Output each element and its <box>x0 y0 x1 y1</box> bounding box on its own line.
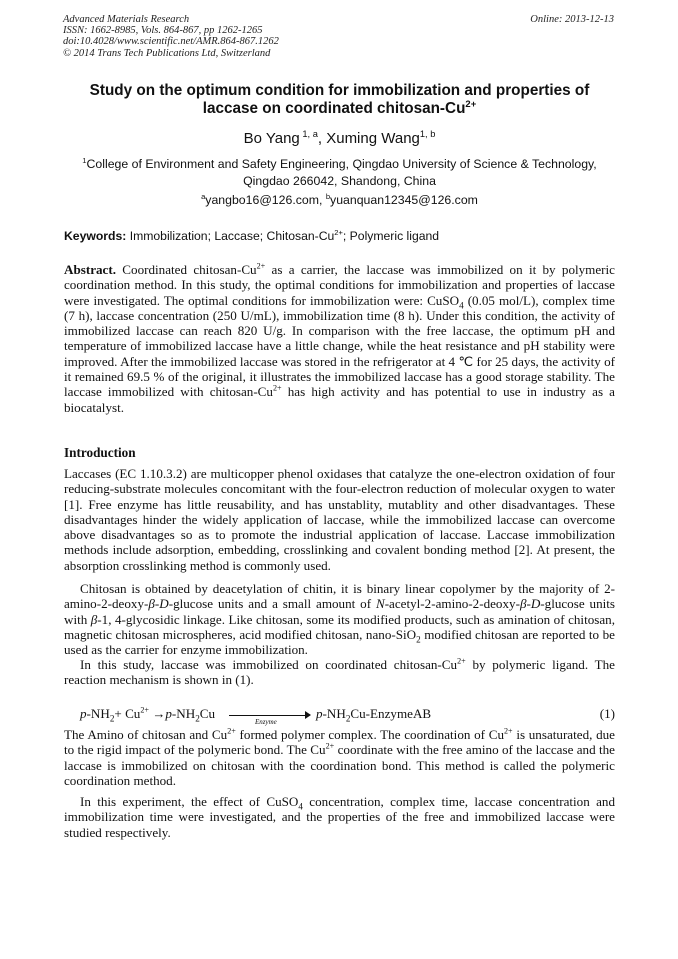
abstract-text-4: has high activity and has potential to use in industry as a biocatalyst. <box>64 384 615 415</box>
keywords-text-2: ; Polymeric ligand <box>342 229 440 243</box>
intro-p5-sub: 4 <box>298 801 303 812</box>
email-a[interactable]: yangbo16@126.com, <box>205 193 326 207</box>
eq-p-1: p <box>80 706 87 721</box>
arrow-enzyme-label: Enzyme <box>255 718 277 726</box>
email-b-sup: b <box>325 191 331 201</box>
eq-rhs-a: -NH <box>322 706 346 721</box>
intro-p2-text-a: Chitosan is obtained by deacetylation of chitin, it is binary linear copolymer by the majority of 2-amino-2-deoxy- <box>64 581 615 612</box>
affiliation <box>64 156 615 190</box>
eq-lhs-d: -NH <box>171 706 196 721</box>
abstract-sup-2: 2+ <box>272 384 282 394</box>
intro-p4-sup-1: 2+ <box>227 726 236 736</box>
journal-header <box>63 14 279 59</box>
eq-p-3: p <box>316 706 323 721</box>
journal-name: Advanced Materials Research <box>63 14 190 25</box>
equation-lhs <box>80 706 215 722</box>
intro-p2-text-c: -acetyl-2-amino-2-deoxy- <box>384 596 520 612</box>
email-a-sup: a <box>201 191 206 201</box>
paper-title <box>64 82 615 118</box>
intro-p2-sub: 2 <box>416 634 421 645</box>
keywords <box>64 229 615 243</box>
eq-rhs-sub: 2 <box>345 713 351 724</box>
introduction-heading: Introduction <box>64 445 136 460</box>
copyright-line: © 2014 Trans Tech Publications Ltd, Switzerland <box>63 47 271 59</box>
title-line-2: laccase on coordinated chitosan-Cu <box>202 100 466 117</box>
intro-p5-text-b: concentration, complex time, laccase concentration and immobilization time were investigated, and the properties of the free and immobilized laccase were studied respectively. <box>64 794 615 840</box>
eq-lhs-b: + Cu <box>114 706 141 721</box>
intro-p2-text-f: modified chitosan are reported to be used as the carrier for enzyme immobilization. <box>64 626 615 658</box>
eq-rhs-b: Cu-EnzymeAB <box>350 706 432 721</box>
eq-lhs-sup: 2+ <box>140 705 149 715</box>
author-separator: , <box>317 130 327 147</box>
keywords-text-1: Immobilization; Laccase; Chitosan-Cu <box>126 229 335 243</box>
affiliation-line-2: Qingdao 266042, Shandong, China <box>243 174 436 188</box>
intro-p3-text-b: by polymeric ligand. The reaction mechanism is shown in (1). <box>64 657 615 688</box>
equation-rhs <box>316 706 431 722</box>
abstract-text-3: (0.05 mol/L), complex time (7 h), laccase concentration (250 U/mL), immobilization time (8 h). Under this condition, the activity of immobilized laccase can reach 820 U/g. In comparison with the free laccase, the optimum pH and temperature of immobilized laccase have a little change, while the heat resistance and pH stability were improved. After the immobilized laccase was stored in the refrigerator at 4 ℃ for 25 days, the activity of it remained 69.5 % of the original, it illustrates the immobilized laccase has a good storage stability. The laccase immobilized with chitosan-Cu <box>64 292 615 400</box>
online-date: Online: 2013-12-13 <box>530 14 614 25</box>
intro-p5-text-a: In this experiment, the effect of CuSO <box>80 794 299 809</box>
abstract <box>64 262 615 415</box>
intro-p4-sup-2: 2+ <box>504 726 513 736</box>
keywords-label: Keywords: <box>64 229 127 243</box>
abstract-sup-1: 2+ <box>256 261 266 271</box>
keywords-sup: 2+ <box>334 227 343 237</box>
intro-p2-text-d: -glucose units with <box>64 596 615 627</box>
abstract-text-1: Coordinated chitosan-Cu <box>116 262 257 277</box>
author-list <box>64 130 615 147</box>
intro-p4-sup-3: 2+ <box>325 741 335 751</box>
eq-lhs-a: -NH <box>86 706 110 721</box>
eq-p-2: p <box>165 706 172 721</box>
intro-paragraph-4 <box>64 727 615 788</box>
intro-p2-beta: β <box>90 611 98 627</box>
author-2: Xuming Wang <box>326 130 420 147</box>
eq-lhs-arrow: → <box>149 706 166 721</box>
affiliation-sup: 1 <box>82 155 87 165</box>
equation-number: (1) <box>599 706 615 721</box>
email-b[interactable]: yuanquan12345@126.com <box>330 193 478 207</box>
author-2-sup: 1, b <box>419 129 436 139</box>
intro-p4-text-b: formed polymer complex. The coordination of Cu <box>235 727 504 742</box>
issn-line: ISSN: 1662-8985, Vols. 864-867, pp 1262-1265 <box>63 25 263 37</box>
intro-p4-text-d: coordinate with the free amino of the laccase and the laccase is immobilized on chitosan with the coordination bond. This method is called the polymeric coordination method. <box>64 742 615 788</box>
intro-p3-sup: 2+ <box>457 656 466 666</box>
intro-paragraph-1: Laccases (EC 1.10.3.2) are multicopper phenol oxidases that catalyze the one-electron oxidation of four reducing-substrate molecules concomitant with the four-electron reduction of molecular oxygen to water [1]. Free enzyme has little reusability, and has unstablity, mutablity and other disadvantages. These disadvantages hinder the widely application of laccase, while the immobilized laccase can overcome above disadvantages so as to promote the industrial application of laccase. Laccase immobilization methods include adsorption, embedding, crosslinking and covalent bonding method [2]. At present, the absorption crosslinking method is commonly used. <box>64 466 615 573</box>
intro-paragraph-3 <box>64 657 615 688</box>
reaction-arrow-line <box>229 715 307 716</box>
author-emails <box>64 193 615 207</box>
intro-p4-text-c: is unsaturated, due to the rigid impact of the polymeric bond. The Cu <box>64 727 615 758</box>
intro-paragraph-2 <box>64 581 615 657</box>
reaction-equation <box>80 706 615 726</box>
author-1: Bo Yang <box>243 130 300 147</box>
reaction-arrow <box>229 708 311 726</box>
intro-p3-text-a: In this study, laccase was immobilized on coordinated chitosan-Cu <box>80 657 458 672</box>
abstract-text-2: as a carrier, the laccase was immobilized on it by polymeric coordination method. In this study, the optimal conditions for immobilization and properties of laccase were investigated. The optimal conditions for immobilization were: CuSO <box>64 262 615 308</box>
author-1-sup: 1, a <box>299 129 318 139</box>
doi-line: doi:10.4028/www.scientific.net/AMR.864-867.1262 <box>63 36 279 48</box>
affiliation-line-1: College of Environment and Safety Engineering, Qingdao University of Science & Technology, <box>86 157 597 171</box>
intro-paragraph-5 <box>64 794 615 840</box>
eq-lhs-sub-2: 2 <box>195 713 200 724</box>
arrow-head-icon <box>305 711 311 719</box>
intro-p2-beta-d-2: β-D <box>519 596 541 612</box>
intro-p4-text-a: The Amino of chitosan and Cu <box>64 727 228 742</box>
eq-lhs-sub: 2 <box>109 713 115 724</box>
title-line-1: Study on the optimum condition for immobilization and properties of <box>89 82 590 99</box>
eq-lhs-e: Cu <box>199 706 216 721</box>
intro-p2-n: N <box>375 596 385 612</box>
abstract-label: Abstract. <box>64 262 116 277</box>
intro-p2-text-e: -1, 4-glycosidic linkage. Like chitosan, some its modified products, such as amination of chitosan, magnetic chitosan microspheres, acid modified chitosan, nano-SiO <box>64 611 615 642</box>
intro-p2-text-b: -glucose units and a small amount of <box>168 596 376 612</box>
abstract-sub-1: 4 <box>459 300 464 311</box>
intro-p2-beta-d-1: β-D <box>148 596 169 612</box>
title-sup: 2+ <box>465 98 477 110</box>
